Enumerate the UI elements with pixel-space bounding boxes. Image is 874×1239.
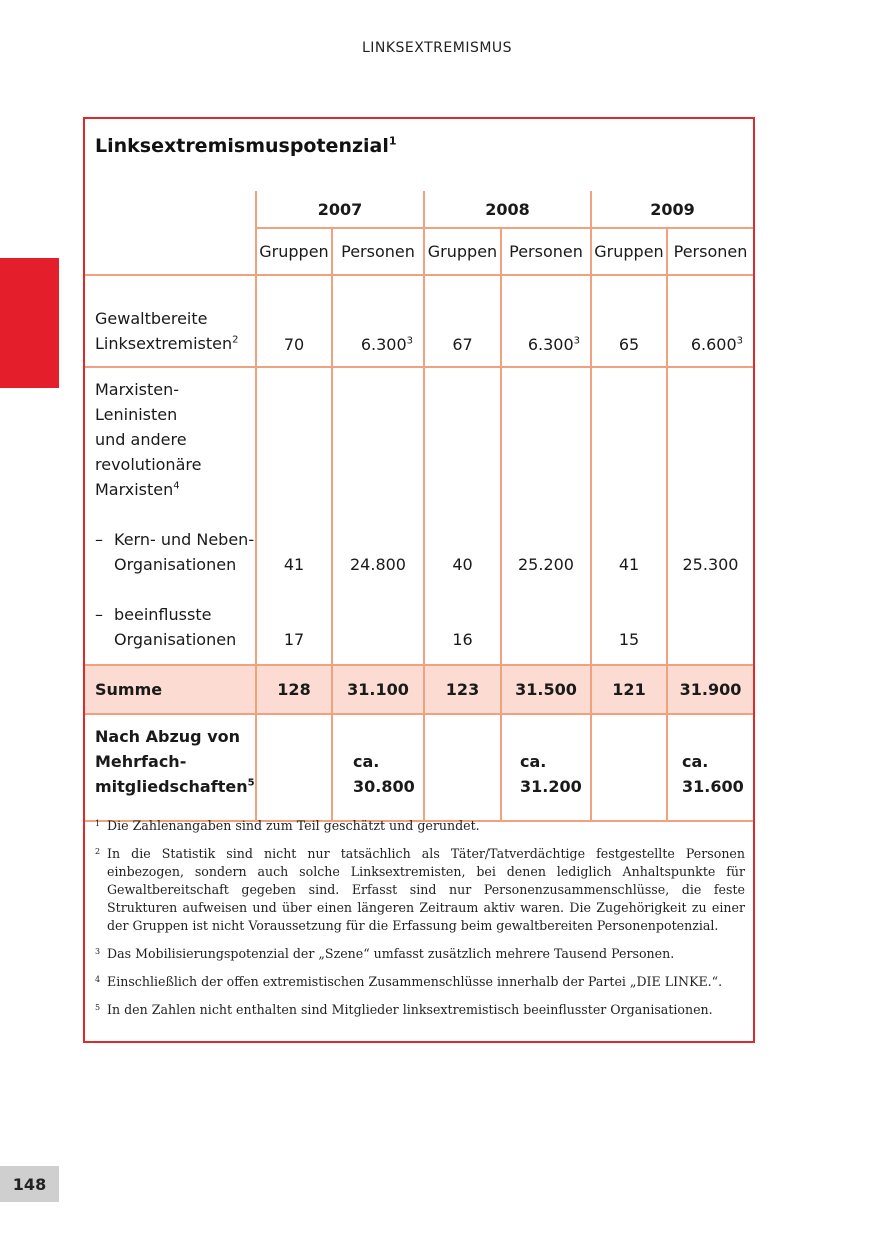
dash-bullet: – [95, 530, 103, 549]
dash-bullet: – [95, 605, 103, 624]
footnote-text: In die Statistik sind nicht nur tatsächlich als Täter/Tatverdächtige festgestellte Personen einbezogen, sondern auch solche Linksextremisten, bei denen lediglich Anhaltspunkte für Gewaltbereitschaft gegeben sind. Erfasst sind nur Personenzusammenschlüsse, die feste Strukturen aufweisen und über einen längeren Zeitraum aktiv waren. Die Zugehörigkeit zu einer der Gruppen ist nicht Voraussetzung für die Erfassung beim gewaltbereiten Personenpotenzial. [107, 846, 745, 933]
footnote-number: 3 [95, 947, 101, 956]
cell-gruppen: 65 [591, 275, 667, 367]
footnote-ref: 2 [232, 334, 239, 346]
year-2009: 2009 [591, 191, 753, 228]
cell-personen [501, 275, 591, 367]
footnote-text: Die Zahlenangaben sind zum Teil geschätzt und gerundet. [107, 818, 480, 833]
cell-personen [501, 714, 591, 821]
cell-gruppen [424, 367, 501, 665]
sub-item-line: Kern- und Neben- [114, 530, 255, 549]
row-label-line: Nach Abzug von [95, 727, 241, 746]
row-label-line [95, 774, 255, 799]
footnote-text: Das Mobilisierungspotenzial der „Szene“ umfasst zusätzlich mehrere Tausend Personen. [107, 946, 675, 961]
value: 30.800 [353, 777, 415, 796]
footnotes [95, 817, 745, 1029]
value-prefix: ca. [682, 752, 709, 771]
row-gewaltbereite [85, 275, 753, 367]
chapter-color-tab [0, 258, 59, 388]
footnote-ref: 3 [406, 335, 413, 347]
footnote [95, 817, 745, 835]
value-prefix: ca. [520, 752, 547, 771]
cell-personen [501, 367, 591, 665]
footnote-number: 2 [95, 847, 101, 856]
value-beeinflusst: 17 [283, 630, 305, 649]
row-label [85, 367, 256, 665]
value-beeinflusst: 16 [452, 630, 473, 649]
page-number: 148 [0, 1166, 59, 1202]
cell-personen: 31.500 [501, 665, 591, 714]
table-title-note: 1 [388, 134, 397, 148]
cell-personen: 31.100 [332, 665, 424, 714]
col-gruppen: Gruppen [591, 228, 667, 275]
cell-personen: 31.900 [667, 665, 753, 714]
cell-gruppen-empty [256, 714, 332, 821]
footnote-ref: 4 [173, 480, 180, 492]
cell-gruppen [591, 367, 667, 665]
col-personen: Personen [667, 228, 753, 275]
row-label-line [95, 477, 255, 502]
footnote [95, 945, 745, 963]
cell-gruppen: 123 [424, 665, 501, 714]
row-marxisten [85, 367, 753, 665]
row-label [85, 275, 256, 367]
corner-cell [85, 191, 256, 275]
potential-table [85, 191, 753, 822]
footnote-text: In den Zahlen nicht enthalten sind Mitglieder linksextremistisch beeinflusster Organisationen. [107, 1002, 713, 1017]
cell-gruppen-empty [591, 714, 667, 821]
row-nach-abzug [85, 714, 753, 821]
cell-gruppen: 121 [591, 665, 667, 714]
col-personen: Personen [501, 228, 591, 275]
value-kern: 24.800 [350, 555, 406, 574]
footnote [95, 1001, 745, 1019]
cell-personen [667, 275, 753, 367]
row-label-line: revolutionäre [95, 455, 202, 474]
footnote-ref: 3 [573, 335, 580, 347]
cell-gruppen [256, 367, 332, 665]
row-label [85, 714, 256, 821]
value: 6.300 [360, 335, 407, 354]
table-title [95, 135, 397, 157]
table-title-text: Linksextremismuspotenzial [95, 135, 389, 157]
footnote-ref: 5 [247, 777, 255, 789]
footnote-text: Einschließlich der offen extremistischen Zusammenschlüsse innerhalb der Partei „DIE LINKE.“. [107, 974, 723, 989]
row-label-line: Mehrfach- [95, 752, 187, 771]
row-label-text: Marxisten [95, 480, 174, 499]
value-prefix: ca. [353, 752, 380, 771]
cell-gruppen: 67 [424, 275, 501, 367]
row-label-text: mitgliedschaften [95, 777, 248, 796]
col-personen: Personen [332, 228, 424, 275]
footnote [95, 973, 745, 991]
footnote-number: 5 [95, 1003, 101, 1012]
row-label-line: Gewaltbereite [95, 309, 208, 328]
col-gruppen: Gruppen [256, 228, 332, 275]
footnote-number: 1 [95, 819, 101, 828]
cell-gruppen: 70 [256, 275, 332, 367]
sub-item-line: Organisationen [114, 630, 237, 649]
value: 6.300 [527, 335, 574, 354]
year-header-row [85, 191, 753, 228]
footnote-ref: 3 [736, 335, 743, 347]
cell-personen [332, 714, 424, 821]
value-kern: 41 [283, 555, 305, 574]
value: 31.600 [682, 777, 744, 796]
cell-personen [667, 714, 753, 821]
sub-item-beeinflusst [95, 602, 255, 652]
running-head: LINKSEXTREMISMUS [361, 40, 513, 56]
sub-item-line: Organisationen [114, 555, 237, 574]
value-beeinflusst: 15 [618, 630, 640, 649]
footnote [95, 845, 745, 935]
row-label-line: Leninisten [95, 405, 178, 424]
col-gruppen: Gruppen [424, 228, 501, 275]
cell-personen [332, 367, 424, 665]
value: 31.200 [520, 777, 582, 796]
footnote-number: 4 [95, 975, 101, 984]
row-label-line [95, 331, 255, 356]
year-2007: 2007 [256, 191, 424, 228]
value: 6.600 [690, 335, 737, 354]
value-kern: 41 [618, 555, 640, 574]
value-kern: 25.200 [518, 555, 574, 574]
sub-item-line: beeinflusste [114, 605, 212, 624]
row-label: Summe [85, 665, 256, 714]
cell-personen [332, 275, 424, 367]
value-kern: 25.300 [682, 555, 739, 574]
cell-gruppen: 128 [256, 665, 332, 714]
potential-table-box [83, 117, 755, 1043]
row-summe [85, 665, 753, 714]
row-label-line: Marxisten- [95, 380, 180, 399]
cell-personen [667, 367, 753, 665]
value-kern: 40 [452, 555, 473, 574]
year-2008: 2008 [424, 191, 591, 228]
row-label-text: Linksextremisten [95, 334, 233, 353]
row-label-line: und andere [95, 430, 187, 449]
sub-item-kern [95, 527, 255, 577]
cell-gruppen-empty [424, 714, 501, 821]
